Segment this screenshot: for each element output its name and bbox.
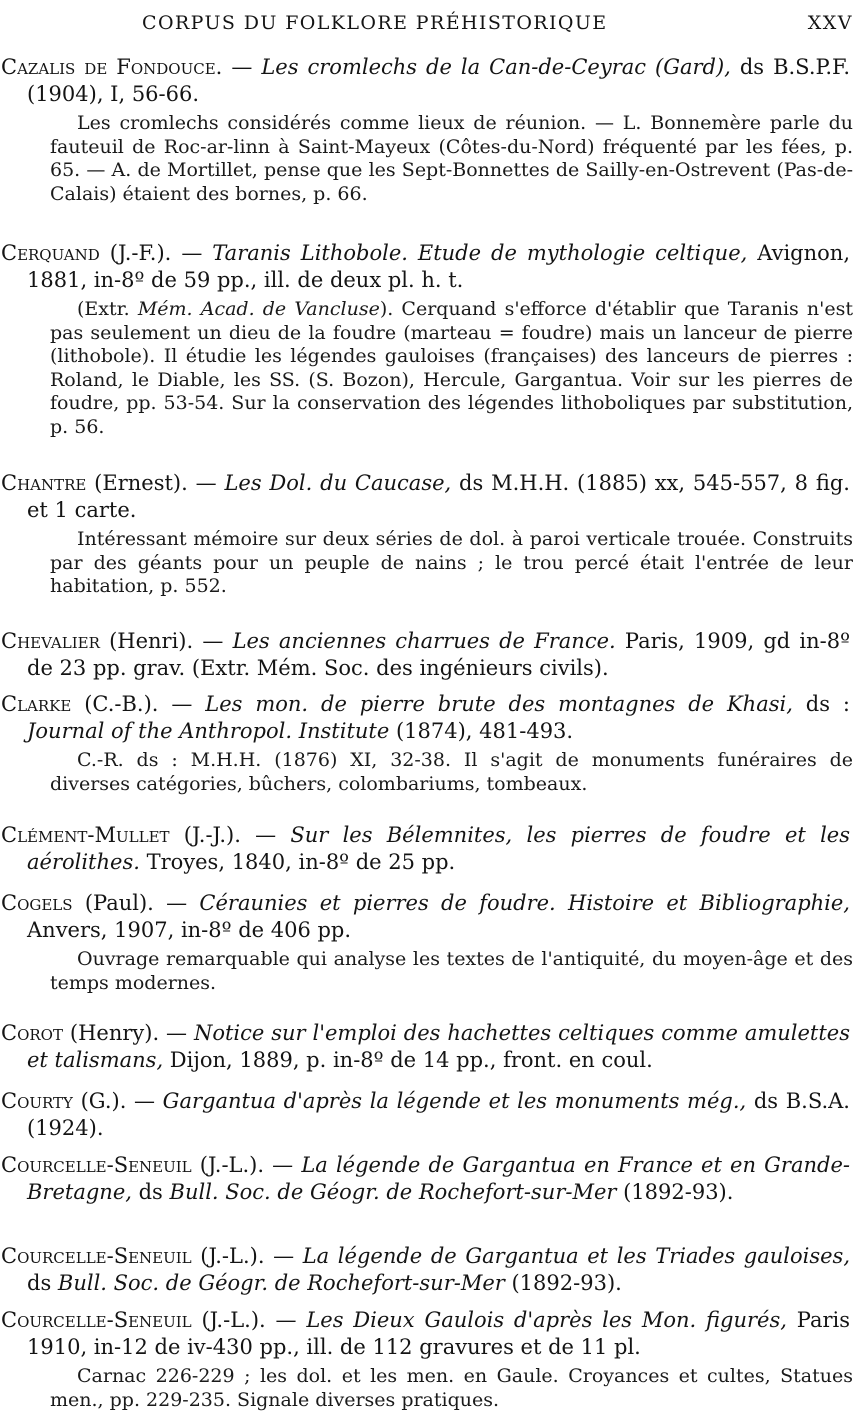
bibliography-entry <box>0 1020 857 1074</box>
bibliography-entry <box>0 1307 857 1412</box>
bibliography-entry <box>0 470 857 599</box>
entry-title: Les mon. de pierre brute des montagnes de Khasi, <box>205 692 793 716</box>
entry-note: (Extr. Mém. Acad. de Vancluse). Cerquand s'efforce d'établir que Taranis n'est pas seulement un dieu de la foudre (marteau = foudre) mais un lanceur de pierre (lithobole). Il étudie les légendes gauloises (françaises) des lanceurs de pierres : Roland, le Diable, les SS. (S. Bozon), Hercule, Gargantua. Voir sur les pierres de foudre, pp. 53-54. Sur la conservation des légendes lithoboliques par substitution, p. 56. <box>50 298 854 438</box>
running-header <box>0 6 857 40</box>
entry-heading: Cerquand (J.-F.). — Taranis Lithobole. Etude de mythologie celtique, Avignon, 1881, in-8º de 59 pp., ill. de deux pl. h. t. <box>1 241 850 292</box>
entry-author: Cerquand (J.-F.). <box>1 241 172 265</box>
bibliography-entry <box>0 1088 857 1142</box>
entry-journal: Journal of the Anthropol. Institute <box>27 719 390 743</box>
entry-details: (1874), 481-493. <box>389 719 574 743</box>
entry-title: La légende de Gargantua en France et en Grande-Bretagne, <box>27 1153 850 1204</box>
entry-note: Les cromlechs considérés comme lieux de réunion. — L. Bonnemère parle du fauteuil de Roc-ar-linn à Saint-Mayeux (Côtes-du-Nord) fréquenté par les fées, p. 65. — A. de Mortillet, pense que les Sept-Bonnettes de Sailly-en-Ostrevent (Pas-de-Calais) étaient des bornes, p. 66. <box>50 112 853 205</box>
entry-author: Chantre <box>1 471 87 495</box>
entry-heading: Courcelle-Seneuil (J.-L.). — La légende de Gargantua en France et en Grande-Bretagne, ds Bull. Soc. de Géogr. de Rochefort-sur-Mer (1892-93). <box>1 1153 850 1204</box>
entry-heading: Clarke (C.-B.). — Les mon. de pierre brute des montagnes de Khasi, ds : Journal of the Anthropol. Institute (1874), 481-493. <box>1 692 850 743</box>
bibliography-entry <box>0 691 857 796</box>
bibliography-entry <box>0 54 857 206</box>
entry-details: Anvers, 1907, in-8º de 406 pp. <box>27 918 352 942</box>
entry-heading: Chevalier (Henri). — Les anciennes charrues de France. Paris, 1909, gd in-8º de 23 pp. grav. (Extr. Mém. Soc. des ingénieurs civils). <box>1 629 850 680</box>
entry-heading: Clément-Mullet (J.-J.). — Sur les Bélemnites, les pierres de foudre et les aérolithes. Troyes, 1840, in-8º de 25 pp. <box>1 823 850 874</box>
bibliography-entry <box>0 240 857 439</box>
entry-author: Corot <box>1 1021 63 1045</box>
entry-heading: Cazalis de Fondouce. — Les cromlechs de la Can-de-Ceyrac (Gard), ds B.S.P.F. (1904), I, 56-66. <box>1 55 851 106</box>
entry-note: Intéressant mémoire sur deux séries de dol. à paroi verticale trouée. Construits par des géants pour un peuple de nains ; le trou percé était l'entrée de leur habitation, p. 552. <box>50 528 853 597</box>
entry-journal: Bull. Soc. de Géogr. de Rochefort-sur-Mer <box>169 1180 617 1204</box>
page-number: XXV <box>807 12 853 34</box>
entry-title: Les cromlechs de la Can-de-Ceyrac (Gard), <box>261 55 731 79</box>
entry-author: Courcelle-Seneuil <box>1 1244 192 1268</box>
entry-title: La légende de Gargantua et les Triades gauloises, <box>302 1244 851 1268</box>
entry-heading: Courcelle-Seneuil (J.-L.). — La légende de Gargantua et les Triades gauloises, ds Bull. Soc. de Géogr. de Rochefort-sur-Mer (1892-93). <box>1 1244 851 1295</box>
entry-title: Céraunies et pierres de foudre. Histoire et Bibliographie, <box>199 891 850 915</box>
entry-details: Troyes, 1840, in-8º de 25 pp. <box>139 850 456 874</box>
entry-details: ds M.H.H. (1885) xx, 545-557, 8 fig. et 1 carte. <box>27 471 850 522</box>
entry-details: ds B.S.A. (1924). <box>27 1089 850 1140</box>
entry-note: C.-R. ds : M.H.H. (1876) XI, 32-38. Il s'agit de monuments funéraires de diverses catégories, bûchers, colombariums, tombeaux. <box>50 749 853 795</box>
entry-author: Cogels <box>1 891 73 915</box>
entry-note: Ouvrage remarquable qui analyse les textes de l'antiquité, du moyen-âge et des temps modernes. <box>50 948 853 994</box>
entry-title: Notice sur l'emploi des hachettes celtiques comme amulettes et talismans, <box>27 1021 851 1072</box>
entry-details: (1892-93). <box>616 1180 734 1204</box>
entry-title: Sur les Bélemnites, les pierres de foudre et les aérolithes. <box>27 823 850 874</box>
entry-details: ds B.S.P.F. (1904), I, 56-66. <box>27 55 851 106</box>
entry-title: Les Dieux Gaulois d'après les Mon. figurés, <box>306 1308 787 1332</box>
entry-heading: Corot (Henry). — Notice sur l'emploi des hachettes celtiques comme amulettes et talismans, Dijon, 1889, p. in-8º de 14 pp., front. en coul. <box>1 1021 851 1072</box>
entry-journal: Bull. Soc. de Géogr. de Rochefort-sur-Mer <box>57 1271 505 1295</box>
entry-author: Courcelle-Seneuil <box>1 1153 192 1177</box>
entry-title: Gargantua d'après la légende et les monuments még., <box>162 1089 747 1113</box>
entry-details: Avignon, 1881, in-8º de 59 pp., ill. de deux pl. h. t. <box>27 241 850 292</box>
entry-heading: Chantre (Ernest). — Les Dol. du Caucase, ds M.H.H. (1885) xx, 545-557, 8 fig. et 1 carte. <box>1 471 850 522</box>
bibliography-entry <box>0 1152 857 1206</box>
entry-author: Courcelle-Seneuil <box>1 1308 192 1332</box>
bibliography-entry <box>0 890 857 995</box>
entry-note: Carnac 226-229 ; les dol. et les men. en Gaule. Croyances et cultes, Statues men., pp. 229-235. Signale diverses pratiques. <box>50 1365 853 1411</box>
entry-author: Cazalis de Fondouce. <box>1 55 223 79</box>
entry-title: Taranis Lithobole. Etude de mythologie celtique, <box>212 241 748 265</box>
entry-details: Dijon, 1889, p. in-8º de 14 pp., front. en coul. <box>163 1048 653 1072</box>
entry-heading: Cogels (Paul). — Céraunies et pierres de foudre. Histoire et Bibliographie, Anvers, 1907, in-8º de 406 pp. <box>1 891 850 942</box>
running-title: CORPUS DU FOLKLORE PRÉHISTORIQUE <box>142 12 608 34</box>
entry-details: (1892-93). <box>504 1271 622 1295</box>
entry-title: Les Dol. du Caucase, <box>224 471 452 495</box>
entry-details: Paris 1910, in-12 de iv-430 pp., ill. de 112 gravures et de 11 pl. <box>27 1308 851 1359</box>
entry-author: Courty <box>1 1089 73 1113</box>
bibliography-entry <box>0 628 857 682</box>
entry-author: Clarke <box>1 692 72 716</box>
bibliography-entry <box>0 822 857 876</box>
entry-title: Les anciennes charrues de France. <box>232 629 616 653</box>
entry-heading: Courcelle-Seneuil (J.-L.). — Les Dieux Gaulois d'après les Mon. figurés, Paris 1910, in-12 de iv-430 pp., ill. de 112 gravures et de 11 pl. <box>1 1308 851 1359</box>
bibliography-entry <box>0 1243 857 1297</box>
entry-author: Chevalier <box>1 629 100 653</box>
entry-details: Paris, 1909, gd in-8º de 23 pp. grav. (Extr. Mém. Soc. des ingénieurs civils). <box>27 629 850 680</box>
entry-author: Clément-Mullet <box>1 823 170 847</box>
entry-heading: Courty (G.). — Gargantua d'après la légende et les monuments még., ds B.S.A. (1924). <box>1 1089 850 1140</box>
